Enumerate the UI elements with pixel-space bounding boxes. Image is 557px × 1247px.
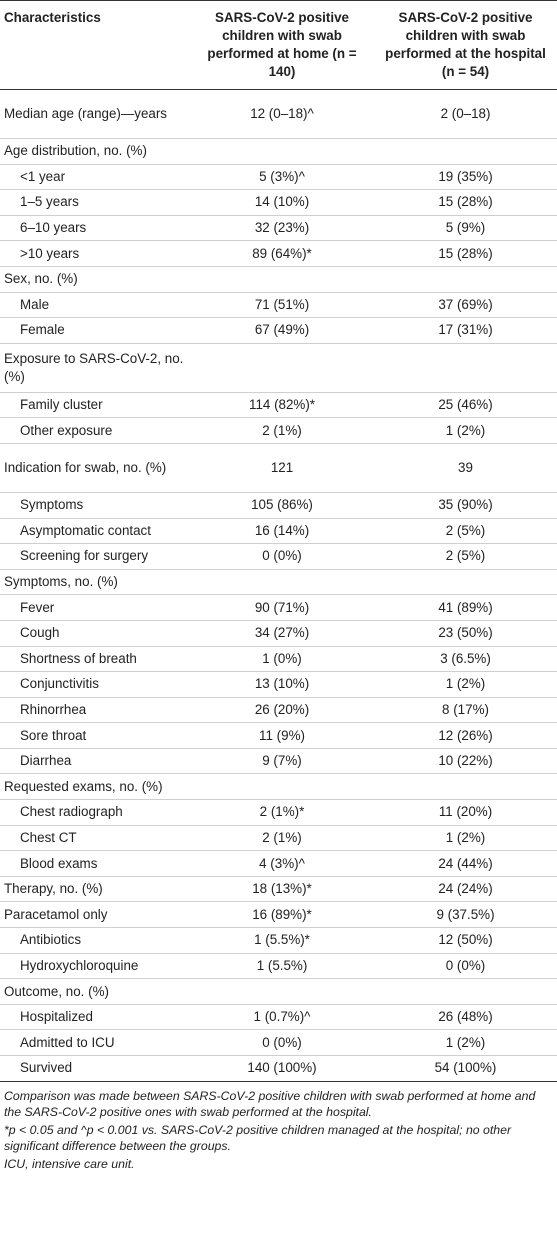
table-row xyxy=(0,492,557,518)
row-label: Therapy, no. (%) xyxy=(0,876,190,902)
table-row xyxy=(0,544,557,570)
row-label: Family cluster xyxy=(0,392,190,418)
table-row xyxy=(0,825,557,851)
row-home-value: 67 (49%) xyxy=(190,318,374,344)
row-hospital-value: 2 (5%) xyxy=(374,518,557,544)
row-home-value: 89 (64%)* xyxy=(190,241,374,267)
row-hospital-value: 19 (35%) xyxy=(374,164,557,190)
row-label: Blood exams xyxy=(0,851,190,877)
row-hospital-value: 1 (2%) xyxy=(374,672,557,698)
row-label: Female xyxy=(0,318,190,344)
table-row xyxy=(0,139,557,165)
table-row xyxy=(0,190,557,216)
row-label: 1–5 years xyxy=(0,190,190,216)
table-row xyxy=(0,1030,557,1056)
row-home-value: 105 (86%) xyxy=(190,492,374,518)
row-home-value: 2 (1%) xyxy=(190,825,374,851)
row-hospital-value: 2 (5%) xyxy=(374,544,557,570)
row-home-value xyxy=(190,139,374,165)
row-label: Indication for swab, no. (%) xyxy=(0,443,190,492)
row-hospital-value: 23 (50%) xyxy=(374,620,557,646)
row-home-value: 16 (89%)* xyxy=(190,902,374,928)
table-row xyxy=(0,876,557,902)
row-label: Median age (range)—years xyxy=(0,90,190,139)
row-home-value: 71 (51%) xyxy=(190,292,374,318)
header-row xyxy=(0,1,557,90)
table-row xyxy=(0,292,557,318)
row-home-value xyxy=(190,979,374,1005)
row-label: Hydroxychloroquine xyxy=(0,953,190,979)
row-hospital-value xyxy=(374,139,557,165)
row-home-value: 12 (0–18)^ xyxy=(190,90,374,139)
row-hospital-value: 12 (26%) xyxy=(374,723,557,749)
row-hospital-value: 8 (17%) xyxy=(374,697,557,723)
row-hospital-value: 26 (48%) xyxy=(374,1004,557,1030)
row-label: Chest radiograph xyxy=(0,800,190,826)
row-hospital-value: 1 (2%) xyxy=(374,825,557,851)
row-home-value: 34 (27%) xyxy=(190,620,374,646)
row-home-value: 18 (13%)* xyxy=(190,876,374,902)
row-label: Sore throat xyxy=(0,723,190,749)
table-row xyxy=(0,343,557,392)
table-row xyxy=(0,697,557,723)
row-hospital-value: 41 (89%) xyxy=(374,595,557,621)
row-label: Symptoms xyxy=(0,492,190,518)
row-label: Requested exams, no. (%) xyxy=(0,774,190,800)
row-home-value: 90 (71%) xyxy=(190,595,374,621)
row-label: Exposure to SARS-CoV-2, no. (%) xyxy=(0,343,190,392)
row-hospital-value: 15 (28%) xyxy=(374,190,557,216)
row-hospital-value: 1 (2%) xyxy=(374,1030,557,1056)
row-home-value: 32 (23%) xyxy=(190,215,374,241)
row-home-value: 1 (0.7%)^ xyxy=(190,1004,374,1030)
table-header xyxy=(0,1,557,90)
row-hospital-value xyxy=(374,569,557,595)
row-hospital-value: 2 (0–18) xyxy=(374,90,557,139)
row-home-value: 1 (0%) xyxy=(190,646,374,672)
table-row xyxy=(0,318,557,344)
row-home-value: 9 (7%) xyxy=(190,748,374,774)
row-label: Other exposure xyxy=(0,418,190,444)
row-home-value: 2 (1%)* xyxy=(190,800,374,826)
row-label: >10 years xyxy=(0,241,190,267)
row-hospital-value: 5 (9%) xyxy=(374,215,557,241)
table-row xyxy=(0,800,557,826)
row-hospital-value: 15 (28%) xyxy=(374,241,557,267)
table-row xyxy=(0,672,557,698)
table-row xyxy=(0,392,557,418)
table-row xyxy=(0,1056,557,1082)
row-hospital-value: 11 (20%) xyxy=(374,800,557,826)
table-body xyxy=(0,90,557,1082)
row-hospital-value xyxy=(374,266,557,292)
row-home-value: 1 (5.5%)* xyxy=(190,928,374,954)
row-label: Rhinorrhea xyxy=(0,697,190,723)
row-label: Cough xyxy=(0,620,190,646)
row-home-value: 140 (100%) xyxy=(190,1056,374,1082)
header-home-swab: SARS-CoV-2 positive children with swab performed at home (n = 140) xyxy=(190,1,374,90)
row-home-value: 0 (0%) xyxy=(190,1030,374,1056)
row-hospital-value: 17 (31%) xyxy=(374,318,557,344)
row-hospital-value: 12 (50%) xyxy=(374,928,557,954)
table-row xyxy=(0,902,557,928)
row-label: Symptoms, no. (%) xyxy=(0,569,190,595)
row-home-value: 2 (1%) xyxy=(190,418,374,444)
row-home-value xyxy=(190,774,374,800)
row-hospital-value: 24 (24%) xyxy=(374,876,557,902)
row-home-value: 13 (10%) xyxy=(190,672,374,698)
table-row xyxy=(0,443,557,492)
row-home-value: 4 (3%)^ xyxy=(190,851,374,877)
table-row xyxy=(0,518,557,544)
row-home-value: 1 (5.5%) xyxy=(190,953,374,979)
row-hospital-value: 54 (100%) xyxy=(374,1056,557,1082)
row-label: Age distribution, no. (%) xyxy=(0,139,190,165)
row-hospital-value: 25 (46%) xyxy=(374,392,557,418)
footnote-abbreviation: ICU, intensive care unit. xyxy=(4,1156,135,1171)
table-row xyxy=(0,646,557,672)
table-row xyxy=(0,620,557,646)
row-label: Male xyxy=(0,292,190,318)
row-label: Survived xyxy=(0,1056,190,1082)
row-label: Sex, no. (%) xyxy=(0,266,190,292)
row-label: 6–10 years xyxy=(0,215,190,241)
row-home-value: 11 (9%) xyxy=(190,723,374,749)
table-row xyxy=(0,851,557,877)
row-hospital-value: 9 (37.5%) xyxy=(374,902,557,928)
table-row xyxy=(0,774,557,800)
row-home-value xyxy=(190,343,374,392)
table-row xyxy=(0,164,557,190)
row-label: <1 year xyxy=(0,164,190,190)
row-hospital-value: 37 (69%) xyxy=(374,292,557,318)
row-label: Outcome, no. (%) xyxy=(0,979,190,1005)
row-hospital-value: 35 (90%) xyxy=(374,492,557,518)
table-row xyxy=(0,1004,557,1030)
table-row xyxy=(0,569,557,595)
row-label: Conjunctivitis xyxy=(0,672,190,698)
table-row xyxy=(0,723,557,749)
table-footnotes xyxy=(0,1082,557,1173)
row-label: Antibiotics xyxy=(0,928,190,954)
row-hospital-value: 39 xyxy=(374,443,557,492)
row-home-value: 121 xyxy=(190,443,374,492)
table-row xyxy=(0,418,557,444)
footnote-comparison: Comparison was made between SARS-CoV-2 positive children with swab performed at home and the SARS-CoV-2 positive ones with swab performed at the hospital. xyxy=(4,1088,536,1120)
row-home-value xyxy=(190,569,374,595)
row-hospital-value xyxy=(374,343,557,392)
footnote-significance: *p < 0.05 and ^p < 0.001 vs. SARS-CoV-2 positive children managed at the hospital; no other significant difference between the groups. xyxy=(4,1122,512,1154)
table-row xyxy=(0,953,557,979)
row-home-value: 26 (20%) xyxy=(190,697,374,723)
table-row xyxy=(0,748,557,774)
row-home-value: 14 (10%) xyxy=(190,190,374,216)
row-home-value: 114 (82%)* xyxy=(190,392,374,418)
row-label: Diarrhea xyxy=(0,748,190,774)
row-home-value xyxy=(190,266,374,292)
row-hospital-value: 0 (0%) xyxy=(374,953,557,979)
table-row xyxy=(0,979,557,1005)
row-hospital-value: 24 (44%) xyxy=(374,851,557,877)
row-hospital-value xyxy=(374,774,557,800)
row-label: Asymptomatic contact xyxy=(0,518,190,544)
row-hospital-value: 1 (2%) xyxy=(374,418,557,444)
table-row xyxy=(0,595,557,621)
row-label: Chest CT xyxy=(0,825,190,851)
table-row xyxy=(0,928,557,954)
table-row xyxy=(0,266,557,292)
row-label: Admitted to ICU xyxy=(0,1030,190,1056)
table-row xyxy=(0,241,557,267)
row-label: Fever xyxy=(0,595,190,621)
row-label: Screening for surgery xyxy=(0,544,190,570)
header-hospital-swab: SARS-CoV-2 positive children with swab performed at the hospital (n = 54) xyxy=(374,1,557,90)
row-label: Shortness of breath xyxy=(0,646,190,672)
table-row xyxy=(0,215,557,241)
row-hospital-value xyxy=(374,979,557,1005)
row-home-value: 16 (14%) xyxy=(190,518,374,544)
header-characteristics: Characteristics xyxy=(0,1,190,90)
row-label: Hospitalized xyxy=(0,1004,190,1030)
table-row xyxy=(0,90,557,139)
row-home-value: 5 (3%)^ xyxy=(190,164,374,190)
row-hospital-value: 3 (6.5%) xyxy=(374,646,557,672)
row-hospital-value: 10 (22%) xyxy=(374,748,557,774)
row-label: Paracetamol only xyxy=(0,902,190,928)
row-home-value: 0 (0%) xyxy=(190,544,374,570)
